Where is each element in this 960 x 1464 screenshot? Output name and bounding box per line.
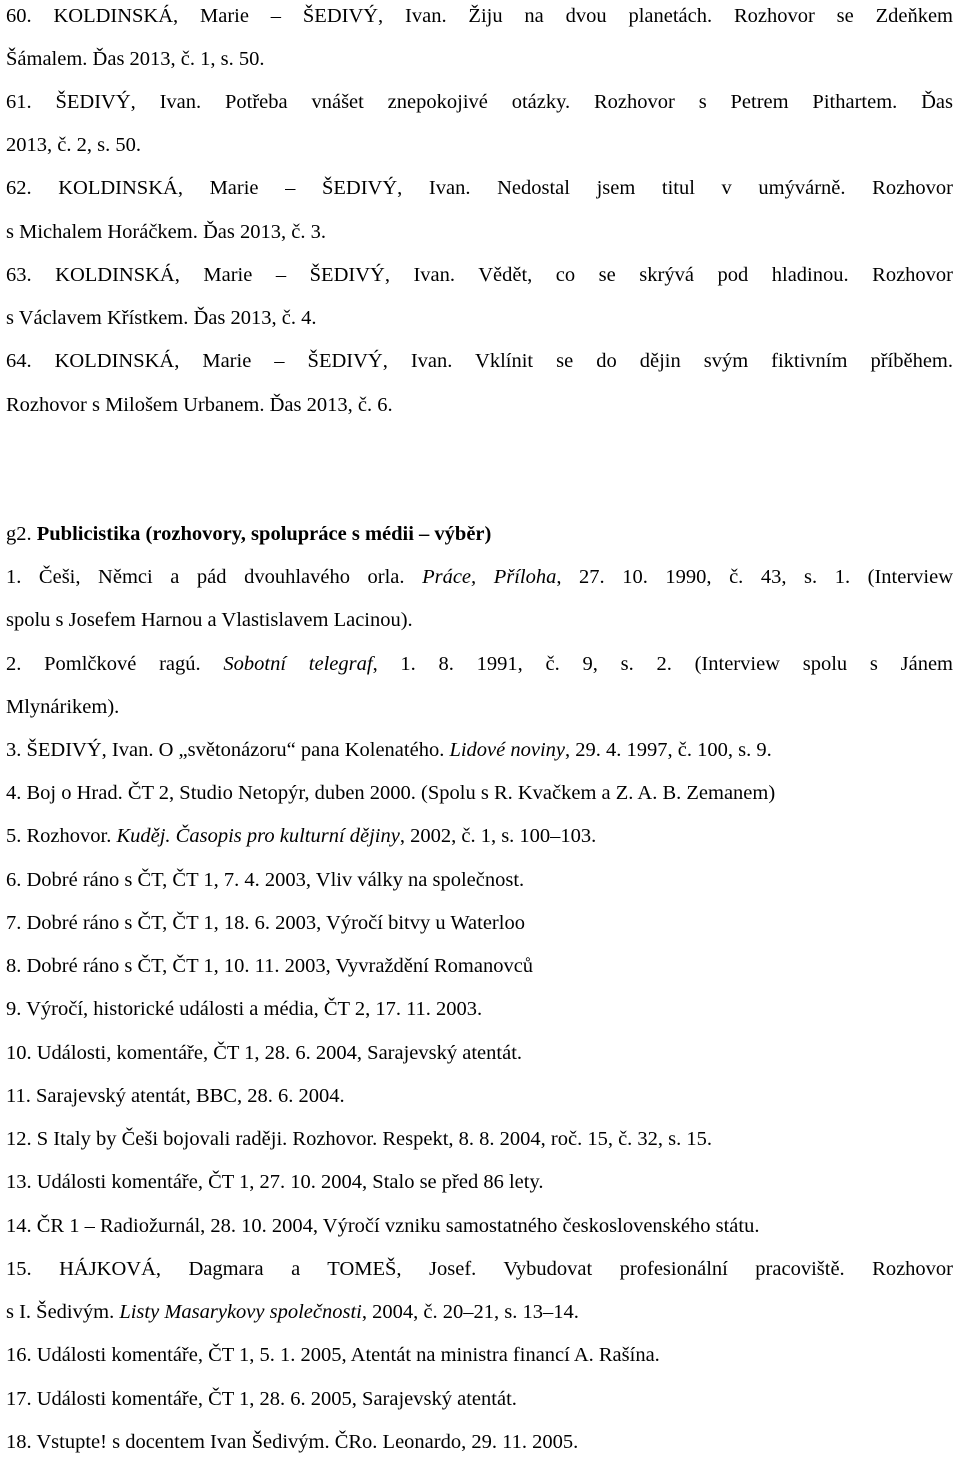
entry-16: 16. Události komentáře, ČT 1, 5. 1. 2005, Atentát na ministra financí A. Rašína. [6, 1344, 660, 1366]
entry-1-line-1 [6, 567, 953, 588]
entry-14: 14. ČR 1 – Radiožurnál, 28. 10. 2004, Výročí vzniku samostatného československého státu. [6, 1215, 760, 1237]
entry-text: 3. ŠEDIVÝ, Ivan. O „světonázoru“ pana Kolenatého. [6, 739, 450, 761]
section-title: Publicistika (rozhovory, spolupráce s médii – výběr) [36, 523, 492, 545]
entry-5 [6, 826, 596, 847]
entry-text: , 27. 10. 1990, č. 43, s. 1. (Interview [556, 566, 954, 588]
entry-1-line-2: spolu s Josefem Harnou a Vlastislavem Lacinou). [6, 609, 413, 631]
entry-text: s I. Šedivým. [6, 1301, 120, 1323]
entry-13: 13. Události komentáře, ČT 1, 27. 10. 2004, Stalo se před 86 lety. [6, 1171, 544, 1193]
entry-2-line-1 [6, 654, 953, 675]
entry-6: 6. Dobré ráno s ČT, ČT 1, 7. 4. 2003, Vliv války na společnost. [6, 869, 525, 891]
section-heading [6, 524, 491, 545]
entry-15-line-1: 15. HÁJKOVÁ, Dagmara a TOMEŠ, Josef. Vybudovat profesionální pracoviště. Rozhovor [6, 1258, 953, 1280]
entry-63-line-1: 63. KOLDINSKÁ, Marie – ŠEDIVÝ, Ivan. Vědět, co se skrývá pod hladinou. Rozhovor [6, 264, 953, 286]
entry-61-line-2: 2013, č. 2, s. 50. [6, 134, 141, 156]
entry-text: , 2002, č. 1, s. 100–103. [399, 825, 597, 847]
entry-62-line-2: s Michalem Horáčkem. Ďas 2013, č. 3. [6, 221, 326, 243]
section-number: g2. [6, 523, 37, 545]
entry-15-line-2 [6, 1302, 579, 1323]
publication-title: Listy Masarykovy společnosti [119, 1301, 362, 1323]
entry-9: 9. Výročí, historické události a média, ČT 2, 17. 11. 2003. [6, 998, 483, 1020]
entry-60-line-1: 60. KOLDINSKÁ, Marie – ŠEDIVÝ, Ivan. Žiju na dvou planetách. Rozhovor se Zdeňkem [6, 5, 953, 27]
publication-title: Kuděj. Časopis pro kulturní dějiny [116, 825, 400, 847]
publication-title: Lidové noviny [449, 739, 566, 761]
entry-text: 2. Pomlčkové ragú. [6, 653, 224, 675]
entry-text: , 2004, č. 20–21, s. 13–14. [361, 1301, 579, 1323]
publication-title: Sobotní telegraf [223, 653, 373, 675]
publication-title: Práce, Příloha [422, 566, 557, 588]
entry-2-line-2: Mlynárikem). [6, 696, 120, 718]
entry-64-line-1: 64. KOLDINSKÁ, Marie – ŠEDIVÝ, Ivan. Vklínit se do dějin svým fiktivním příběhem. [6, 350, 953, 372]
entry-4: 4. Boj o Hrad. ČT 2, Studio Netopýr, duben 2000. (Spolu s R. Kvačkem a Z. A. B. Zemanem) [6, 782, 776, 804]
entry-text: , 29. 4. 1997, č. 100, s. 9. [565, 739, 772, 761]
entry-text: 1. Češi, Němci a pád dvouhlavého orla. [6, 566, 423, 588]
entry-18: 18. Vstupte! s docentem Ivan Šedivým. ČRo. Leonardo, 29. 11. 2005. [6, 1431, 579, 1453]
entry-12: 12. S Italy by Češi bojovali raději. Rozhovor. Respekt, 8. 8. 2004, roč. 15, č. 32, s. 15. [6, 1128, 713, 1150]
entry-62-line-1: 62. KOLDINSKÁ, Marie – ŠEDIVÝ, Ivan. Nedostal jsem titul v umývárně. Rozhovor [6, 177, 953, 199]
entry-17: 17. Události komentáře, ČT 1, 28. 6. 2005, Sarajevský atentát. [6, 1388, 517, 1410]
entry-7: 7. Dobré ráno s ČT, ČT 1, 18. 6. 2003, Výročí bitvy u Waterloo [6, 912, 525, 934]
entry-11: 11. Sarajevský atentát, BBC, 28. 6. 2004. [6, 1085, 345, 1107]
entry-60-line-2: Šámalem. Ďas 2013, č. 1, s. 50. [6, 48, 265, 70]
entry-61-line-1: 61. ŠEDIVÝ, Ivan. Potřeba vnášet znepokojivé otázky. Rozhovor s Petrem Pithartem. Ďas [6, 91, 953, 113]
entry-64-line-2: Rozhovor s Milošem Urbanem. Ďas 2013, č. 6. [6, 394, 393, 416]
entry-3 [6, 740, 772, 761]
entry-10: 10. Události, komentáře, ČT 1, 28. 6. 2004, Sarajevský atentát. [6, 1042, 523, 1064]
entry-text: 5. Rozhovor. [6, 825, 117, 847]
entry-text: , 1. 8. 1991, č. 9, s. 2. (Interview spolu s Jánem [372, 653, 953, 675]
entry-8: 8. Dobré ráno s ČT, ČT 1, 10. 11. 2003, Vyvraždění Romanovců [6, 955, 534, 977]
entry-63-line-2: s Václavem Křístkem. Ďas 2013, č. 4. [6, 307, 317, 329]
